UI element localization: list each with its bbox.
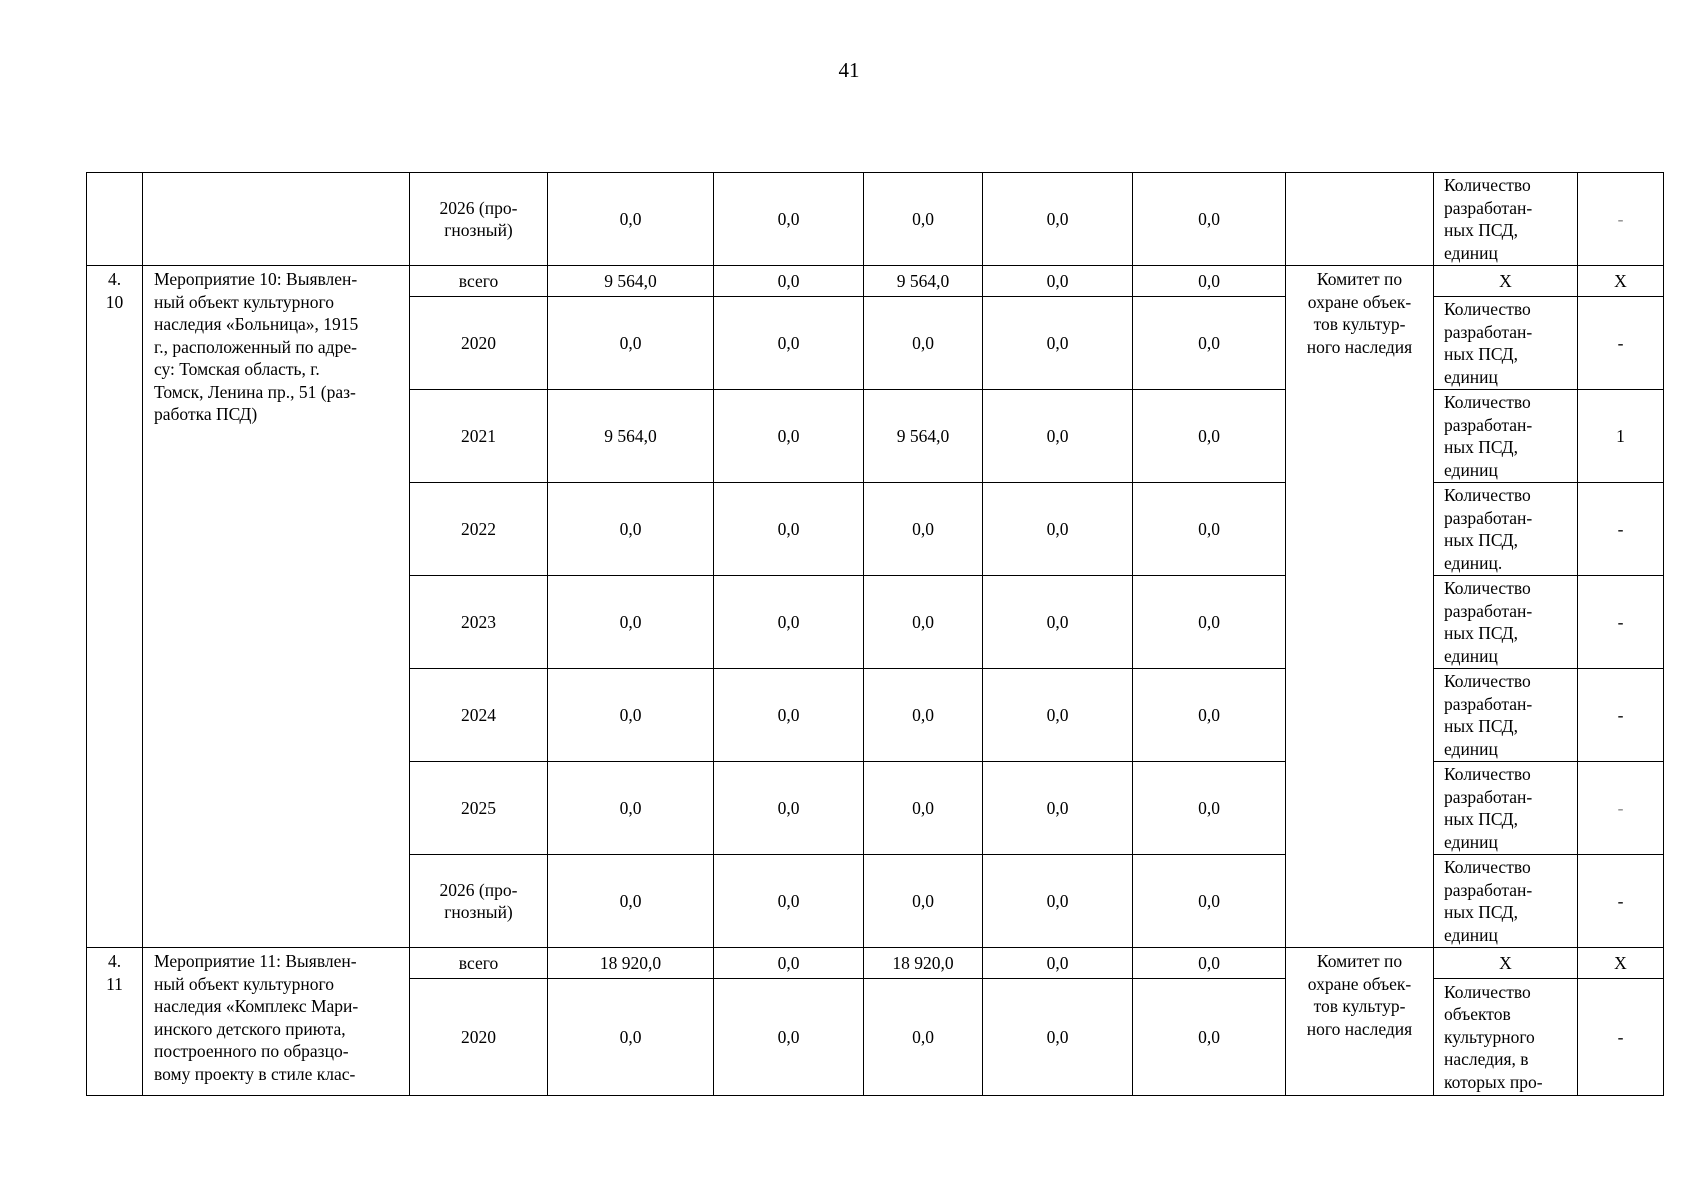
cell-period: 2026 (про- гнозный) (410, 173, 548, 266)
cell-executor-empty (1286, 173, 1434, 266)
cell-indicator: Количество разработан- ных ПСД, единиц (1434, 669, 1578, 762)
cell-indicator: Количество разработан- ных ПСД, единиц (1434, 762, 1578, 855)
cell-other: 0,0 (1133, 669, 1286, 762)
measure-title: Мероприятие 10: Выявлен- ный объект культурного наследия «Больница», 1915 г., расположенный по адре- су: Томская область, г. Томск, Ленина пр., 51 (раз- работка ПСД) (143, 266, 410, 948)
cell-period: 2024 (410, 669, 548, 762)
cell-other: 0,0 (1133, 483, 1286, 576)
cell-federal: 0,0 (714, 266, 864, 297)
cell-local: 0,0 (983, 855, 1133, 948)
cell-indicator: Количество разработан- ных ПСД, единиц. (1434, 483, 1578, 576)
cell-regional: 0,0 (864, 576, 983, 669)
cell-total: 0,0 (548, 576, 714, 669)
cell-indicator: Количество объектов культурного наследия, в которых про- (1434, 979, 1578, 1096)
cell-regional: 9 564,0 (864, 390, 983, 483)
cell-local: 0,0 (983, 979, 1133, 1096)
measure-title: Мероприятие 11: Выявлен- ный объект культурного наследия «Комплекс Мари- инского детского приюта, построенного по образцо- вому проекту в стиле клас- (143, 948, 410, 1096)
cell-regional: 0,0 (864, 762, 983, 855)
cell-total: 9 564,0 (548, 390, 714, 483)
cell-indicator-value: - (1578, 669, 1664, 762)
cell-other: 0,0 (1133, 855, 1286, 948)
cell-other: 0,0 (1133, 979, 1286, 1096)
cell-regional: 0,0 (864, 979, 983, 1096)
cell-period: 2025 (410, 762, 548, 855)
cell-other: 0,0 (1133, 948, 1286, 979)
cell-local: 0,0 (983, 948, 1133, 979)
cell-other: 0,0 (1133, 576, 1286, 669)
cell-indicator: Количество разработан- ных ПСД, единиц (1434, 855, 1578, 948)
cell-period: 2023 (410, 576, 548, 669)
cell-local: 0,0 (983, 266, 1133, 297)
cell-other: 0,0 (1133, 266, 1286, 297)
cell-total: 18 920,0 (548, 948, 714, 979)
cell-total: 0,0 (548, 483, 714, 576)
cell-local: 0,0 (983, 576, 1133, 669)
cell-other: 0,0 (1133, 390, 1286, 483)
cell-local: 0,0 (983, 297, 1133, 390)
cell-other: 0,0 (1133, 762, 1286, 855)
cell-indicator-value: - (1578, 483, 1664, 576)
cell-regional: 0,0 (864, 483, 983, 576)
page-number: 41 (838, 58, 860, 82)
cell-indicator-value: - (1578, 979, 1664, 1096)
cell-indicator-value: X (1578, 266, 1664, 297)
cell-total: 0,0 (548, 979, 714, 1096)
cell-federal: 0,0 (714, 297, 864, 390)
cell-indicator: X (1434, 266, 1578, 297)
cell-indicator: Количество разработан- ных ПСД, единиц (1434, 390, 1578, 483)
cell-period: 2020 (410, 979, 548, 1096)
measure-executor: Комитет по охране объек- тов культур- ного наследия (1286, 948, 1434, 1096)
cell-indicator-value: - (1578, 576, 1664, 669)
measure-executor: Комитет по охране объек- тов культур- ного наследия (1286, 266, 1434, 948)
cell-event-empty (143, 173, 410, 266)
cell-indicator-value: - (1578, 762, 1664, 855)
program-table (86, 172, 1664, 1096)
table-row (87, 266, 1664, 297)
cell-federal: 0,0 (714, 576, 864, 669)
cell-regional: 18 920,0 (864, 948, 983, 979)
cell-local: 0,0 (983, 669, 1133, 762)
cell-period: всего (410, 266, 548, 297)
cell-indicator-value: - (1578, 297, 1664, 390)
cell-indicator: Количество разработан- ных ПСД, единиц (1434, 297, 1578, 390)
cell-total: 0,0 (548, 855, 714, 948)
cell-period: 2022 (410, 483, 548, 576)
cell-local: 0,0 (983, 173, 1133, 266)
cell-total: 0,0 (548, 669, 714, 762)
cell-federal: 0,0 (714, 669, 864, 762)
cell-federal: 0,0 (714, 173, 864, 266)
cell-period: 2021 (410, 390, 548, 483)
cell-local: 0,0 (983, 390, 1133, 483)
cell-federal: 0,0 (714, 855, 864, 948)
cell-number-empty (87, 173, 143, 266)
table-row (87, 173, 1664, 266)
cell-other: 0,0 (1133, 173, 1286, 266)
cell-federal: 0,0 (714, 762, 864, 855)
cell-other: 0,0 (1133, 297, 1286, 390)
cell-local: 0,0 (983, 483, 1133, 576)
cell-total: 0,0 (548, 297, 714, 390)
cell-total: 9 564,0 (548, 266, 714, 297)
cell-indicator-value: 1 (1578, 390, 1664, 483)
cell-indicator-value: - (1578, 855, 1664, 948)
table-row (87, 948, 1664, 979)
cell-regional: 9 564,0 (864, 266, 983, 297)
cell-regional: 0,0 (864, 297, 983, 390)
cell-federal: 0,0 (714, 948, 864, 979)
cell-indicator: Количество разработан- ных ПСД, единиц (1434, 576, 1578, 669)
cell-regional: 0,0 (864, 173, 983, 266)
cell-indicator-value: X (1578, 948, 1664, 979)
cell-indicator: Количество разработан- ных ПСД, единиц (1434, 173, 1578, 266)
cell-regional: 0,0 (864, 855, 983, 948)
measure-number: 4. 10 (87, 266, 143, 948)
cell-total: 0,0 (548, 762, 714, 855)
cell-period: всего (410, 948, 548, 979)
cell-regional: 0,0 (864, 669, 983, 762)
cell-total: 0,0 (548, 173, 714, 266)
cell-period: 2026 (про- гнозный) (410, 855, 548, 948)
cell-period: 2020 (410, 297, 548, 390)
cell-indicator-value: - (1578, 173, 1664, 266)
cell-local: 0,0 (983, 762, 1133, 855)
cell-federal: 0,0 (714, 483, 864, 576)
cell-federal: 0,0 (714, 979, 864, 1096)
cell-indicator: X (1434, 948, 1578, 979)
cell-federal: 0,0 (714, 390, 864, 483)
measure-number: 4. 11 (87, 948, 143, 1096)
